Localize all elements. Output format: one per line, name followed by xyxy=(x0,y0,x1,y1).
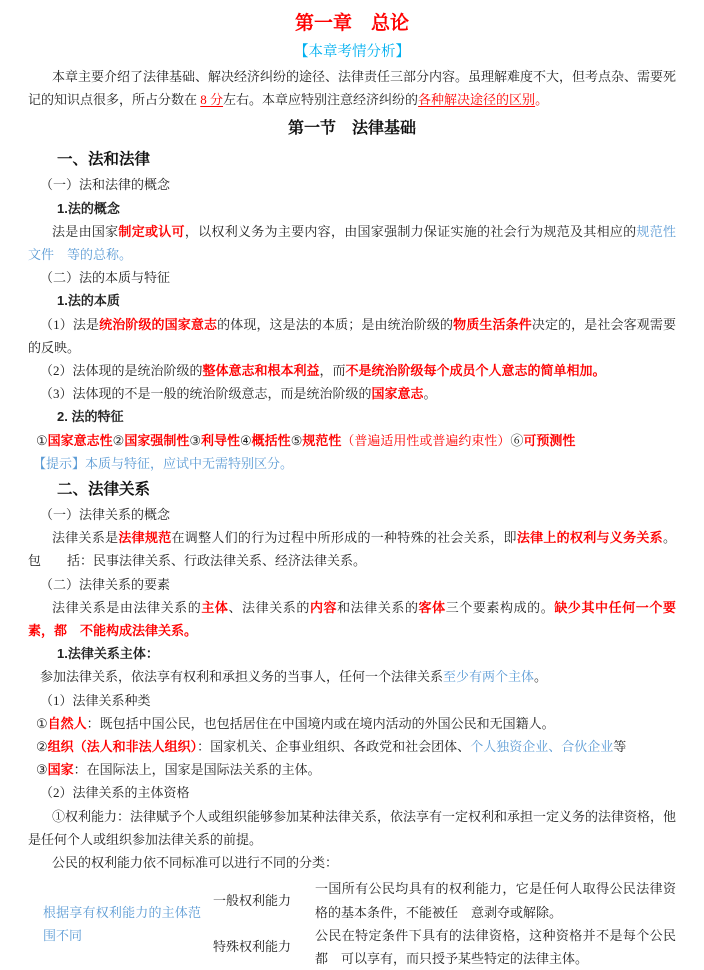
heading-legal-relationship xyxy=(28,475,676,503)
text-run: （1）法是 xyxy=(40,316,100,332)
text-run: 概括性 xyxy=(251,432,291,448)
sub-heading-law-essence xyxy=(28,266,676,289)
text-run: 整体意志和根本利益 xyxy=(202,363,320,379)
text-run: 国家强制性 xyxy=(124,432,190,448)
classification-intro-paragraph xyxy=(28,851,676,874)
text-run: ② xyxy=(112,432,125,448)
text-run: 在调整人们的行为过程中所形成的一种特殊的社会关系，即 xyxy=(171,530,517,546)
table-category-label: 根据享有权利能力的主体范围不同 xyxy=(43,904,201,943)
text-run: 的体现，这是法的本质；是由统治阶级的 xyxy=(217,316,454,332)
text-run: 物质生活条件 xyxy=(453,316,532,332)
text-run: ，而 xyxy=(319,363,346,379)
text-run: 个人独资企业、合伙企业 xyxy=(470,739,614,755)
table-row-label: 一般权利能力 xyxy=(213,892,292,908)
text-run: 左右。本章应特别注意经济纠纷的 xyxy=(223,92,419,108)
heading-law-and-legal xyxy=(28,145,676,173)
text-run: 本质与特征，应试中无需特别区分。 xyxy=(85,455,294,471)
text-run: （一）法律关系的概念 xyxy=(40,507,171,523)
hint-paragraph xyxy=(28,452,676,475)
text-run: 参加法律关系，依法享有权利和承担义务的当事人，任何一个法律关系 xyxy=(40,669,444,685)
sub-heading-law-concept xyxy=(28,173,676,196)
text-run: 制定或认可 xyxy=(118,223,185,239)
text-run: 2. 法的特征 xyxy=(57,409,124,425)
text-run: ④ xyxy=(240,432,252,448)
text-run: 第一章 总论 xyxy=(294,13,409,34)
essence-paragraph-3 xyxy=(28,382,676,405)
text-run: ①权利能力：法律赋予个人或组织能够参加某种法律关系，依法享有一定权利和承担一定义务的法律资格，他 是任何个人或组织参加法律关系的前提。 xyxy=(28,808,703,847)
text-run: 组织（法人和非法人组织） xyxy=(47,739,198,755)
elements-paragraph xyxy=(28,596,676,642)
essence-paragraph-1 xyxy=(28,313,702,359)
text-run: 【本章考情分析】 xyxy=(294,44,410,60)
text-run: 、法律关系的 xyxy=(228,599,310,615)
text-run: 客体 xyxy=(418,599,446,615)
text-run: ：国家机关、企事业组织、各政党和社会团体、 xyxy=(197,739,471,755)
chapter-title xyxy=(28,5,676,40)
text-run: 。 xyxy=(423,386,437,402)
law-definition-paragraph xyxy=(28,220,676,266)
text-run: ：在国际法上，国家是国际法关系的主体。 xyxy=(73,762,321,778)
text-run: 主体 xyxy=(201,599,229,615)
text-run: 一、法和法律 xyxy=(57,151,151,169)
table-row-label: 特殊权利能力 xyxy=(213,939,292,955)
relationship-definition-paragraph xyxy=(28,526,676,572)
text-run: 规范性文件 等的总称。 xyxy=(28,223,676,263)
intro-paragraph xyxy=(28,65,703,111)
text-run: 缺少其中任何一个要素，都 不能构成法律关系。 xyxy=(28,599,676,639)
text-run: 三个要素构成的。 xyxy=(445,599,555,615)
subject-definition-paragraph xyxy=(28,665,676,688)
text-run: 不是统治阶级每个成员个人意志的简单相加。 xyxy=(345,363,606,379)
text-run: ① xyxy=(36,715,48,731)
text-run: （2）法律关系的主体资格 xyxy=(40,785,190,801)
text-run: 法律关系是由法律关系的 xyxy=(52,599,202,615)
text-run: ⑥ xyxy=(510,432,524,448)
features-list xyxy=(28,429,676,452)
text-run: 国家意志 xyxy=(371,386,424,402)
list-item-organization xyxy=(28,735,676,758)
text-run: ③ xyxy=(36,762,48,778)
text-run: 二、法律关系 xyxy=(57,481,151,499)
table-row-description: 公民在特定条件下具有的法律资格，这种资格并不是每个公民都 可以享有，而只授予某些特定的法律主体。 xyxy=(315,927,676,966)
essence-paragraph-2 xyxy=(28,359,676,382)
text-run: 【提示】 xyxy=(33,455,86,471)
list-item-state xyxy=(28,758,676,781)
text-run: 决定的，是社会客观需要 的反映。 xyxy=(28,316,702,355)
sub-heading-subject-qualification xyxy=(28,781,676,804)
text-run: （3）法体现的不是一般的统治阶级意志，而是统治阶级的 xyxy=(40,386,372,402)
text-run: ③ xyxy=(189,432,201,448)
num-heading-law-concept xyxy=(28,197,676,220)
document-body xyxy=(28,5,703,970)
text-run: ① xyxy=(36,432,48,448)
text-run: 公民的权利能力依不同标准可以进行不同的分类： xyxy=(52,855,339,871)
text-run: （一）法和法律的概念 xyxy=(40,177,171,193)
text-run: ② xyxy=(36,739,48,755)
text-run: 。包 括：民事法律关系、行政法律关系、经济法律关系。 xyxy=(28,530,676,569)
text-run: 8 分 xyxy=(200,92,224,108)
text-run: 1.法的概念 xyxy=(57,200,120,216)
text-run: 内容 xyxy=(309,599,338,615)
text-run: 至少有两个主体 xyxy=(443,669,535,685)
text-run: 1.法律关系主体： xyxy=(57,646,159,662)
sub-heading-relationship-concept xyxy=(28,503,676,526)
text-run: ⑤ xyxy=(290,432,303,448)
num-heading-relationship-subject xyxy=(28,642,676,665)
text-run: 。 xyxy=(534,669,548,685)
sub-heading-subject-types xyxy=(28,689,676,712)
text-run: 法律上的权利与义务关系 xyxy=(516,530,663,546)
sub-heading-relationship-elements xyxy=(28,573,676,596)
rights-capacity-table xyxy=(43,877,676,970)
text-run: 国家 xyxy=(47,762,74,778)
num-heading-law-essence xyxy=(28,289,676,312)
text-run: 可预测性 xyxy=(523,432,576,448)
rights-capacity-paragraph xyxy=(28,805,703,851)
text-run: （2）法体现的是统治阶级的 xyxy=(40,363,203,379)
text-run: 第一节 法律基础 xyxy=(287,120,416,138)
text-run: 法律关系是 xyxy=(52,530,119,546)
exam-analysis-header xyxy=(28,40,676,65)
list-item-natural-person xyxy=(28,712,676,735)
text-run: 等 xyxy=(613,739,627,755)
text-run: （二）法律关系的要素 xyxy=(40,576,171,592)
text-run: 法律规范 xyxy=(118,530,172,546)
text-run: 法是由国家 xyxy=(52,223,119,239)
text-run: （二）法的本质与特征 xyxy=(40,270,171,286)
text-run: 本章主要介绍了法律基础、解决经济纠纷的途径、法律责任三部分内容。虽理解难度不大，但考点杂、需要死 记的知识点很多，所占分数在 xyxy=(28,69,703,108)
text-run: （1）法律关系种类 xyxy=(40,692,151,708)
num-heading-law-features xyxy=(28,405,676,428)
table-row-description: 一国所有公民均具有的权利能力，它是任何人取得公民法律资格的基本条件，不能被任 意剥夺或解除。 xyxy=(315,881,676,920)
text-run: 国家意志性 xyxy=(47,432,113,448)
text-run: ，以权利义务为主要内容，由国家强制力保证实施的社会行为规范及其相应的 xyxy=(184,223,637,239)
text-run: 利导性 xyxy=(201,432,241,448)
section-title xyxy=(28,111,676,145)
text-run: ：既包括中国公民，也包括居住在中国境内或在境内活动的外国公民和无国籍人。 xyxy=(86,715,555,731)
text-run: 各种解决途径的区别 xyxy=(418,92,536,108)
text-run: 。 xyxy=(535,92,549,108)
text-run: 规范性 xyxy=(302,432,342,448)
text-run: 自然人 xyxy=(47,715,87,731)
text-run: 1.法的本质 xyxy=(57,293,120,309)
text-run: （普遍适用性或普遍约束性） xyxy=(341,432,511,448)
text-run: 和法律关系的 xyxy=(337,599,419,615)
text-run: 统治阶级的国家意志 xyxy=(99,316,218,332)
